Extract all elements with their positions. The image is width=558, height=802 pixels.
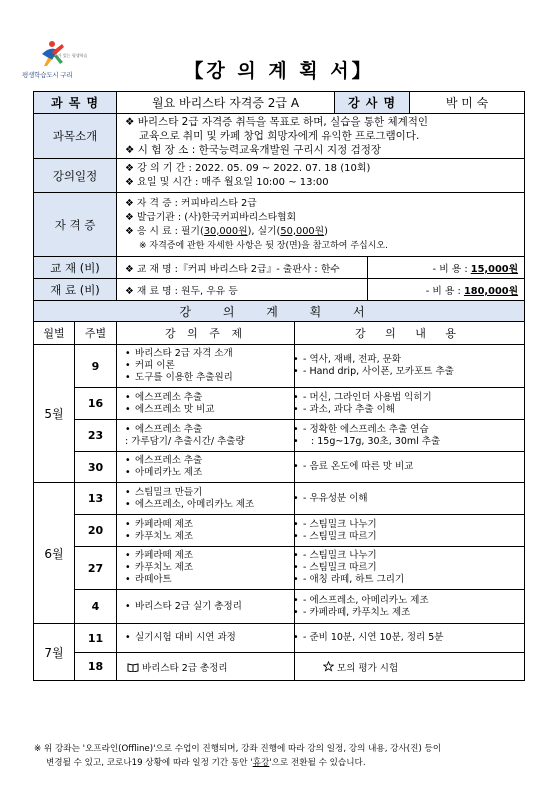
textbook-detail: ❖ 교 재 명 :『커피 바리스타 2급』- 출판사 : 한수: [117, 257, 368, 279]
cert-fee: ❖ 응 시 료 : 필기(30,000원), 실기(50,000원): [125, 225, 328, 237]
materials-label: 재 료 (비): [34, 279, 117, 301]
textbook-label: 교 재 (비): [34, 257, 117, 279]
table-row: 27 • 카페라떼 제조 • 카푸치노 제조 • 라떼아트 • - 스팀밀크 나누기 • - 스팀밀크 따르기 • - 애칭 라떼, 하트 그리기: [34, 547, 525, 590]
month-july: 7월: [34, 624, 75, 681]
week-number: 30: [75, 452, 117, 483]
intro-line-1: ❖ 바리스타 2급 자격증 취득을 목표로 하며, 실습을 통한 체계적인: [125, 116, 429, 128]
course-plan-table: [33, 91, 525, 681]
footnote-line-1: ※ 위 강좌는 '오프라인(Offline)'으로 수업이 진행되며, 강좌 진행에 따라 강의 일정, 강의 내용, 강사(진) 등이: [34, 744, 442, 754]
intro-label: 과목소개: [34, 114, 117, 159]
schedule-time: ❖ 요일 및 시간 : 매주 월요일 10:00 ~ 13:00: [125, 176, 329, 188]
written-fee: 30,000원: [203, 225, 248, 237]
month-june: 6월: [34, 483, 75, 624]
footnote: [34, 742, 524, 770]
table-row: 6월 13 • 스팀밀크 만들기 • 에스프레소, 아메리카노 제조 • - 우유성분 이해: [34, 483, 525, 515]
practical-fee: 50,000원: [280, 225, 325, 237]
textbook-cost: 15,000원: [470, 263, 519, 275]
table-row: 30 • 에스프레소 추출 • 아메리카노 제조 • - 음료 온도에 따른 맛 비교: [34, 452, 525, 483]
schedule-period: ❖ 강 의 기 간 : 2022. 05. 09 ~ 2022. 07. 18 (10회): [125, 162, 371, 174]
cert-issuer: ❖ 발급기관 : (사)한국커피바리스타협회: [125, 211, 297, 223]
instructor-name: 박 미 숙: [410, 92, 525, 114]
cert-label: 자 격 증: [34, 193, 117, 257]
week-number: 27: [75, 547, 117, 590]
logo-name: 평생학습도시 구리: [22, 71, 73, 79]
materials-cost: 180,000원: [463, 285, 519, 297]
table-row: 23 • 에스프레소 추출 : 가루담기/ 추출시간/ 추출량 • - 정확한 에스프레소 추출 연습 • : 15g~17g, 30초, 30ml 추출: [34, 420, 525, 452]
week-number: 23: [75, 420, 117, 452]
logo-small-text: 문화가 있는 평생학습: [50, 53, 88, 58]
cert-name: ❖ 자 격 증 : 커피바리스타 2급: [125, 197, 257, 209]
week-number: 18: [75, 653, 117, 681]
week-number: 11: [75, 624, 117, 653]
table-row: 18 바리스타 2급 총정리 모의 평가 시험: [34, 653, 525, 681]
schedule-label: 강의일정: [34, 159, 117, 193]
week-number: 4: [75, 590, 117, 624]
instructor-label: 강 사 명: [335, 92, 410, 114]
textbook-cost-label: - 비 용 :: [432, 263, 468, 275]
col-topic: 강 의 주 제: [117, 322, 295, 345]
col-content: 강 의 내 용: [295, 322, 525, 345]
footnote-line-2: 변경될 수 있고, 코로나19 상황에 따라 일정 기간 동안 '휴강'으로 전환될 수 있습니다.: [46, 758, 366, 768]
week-number: 9: [75, 345, 117, 388]
col-week: 주별: [75, 322, 117, 345]
intro-line-3: ❖ 시 험 장 소 : 한국능력교육개발원 구리시 지정 검정장: [125, 144, 382, 156]
intro-line-2: 교육으로 취미 및 카페 창업 희망자에게 유익한 프로그램이다.: [139, 130, 420, 142]
table-row: 16 • 에스프레소 추출 • 에스프레소 맛 비교 • - 머신, 그라인더 사용법 익히기 • - 과소, 과다 추출 이해: [34, 388, 525, 420]
materials-cost-label: - 비 용 :: [425, 285, 461, 297]
cert-note: ※ 자격증에 관한 자세한 사항은 뒷 장(면)을 참고하여 주십시오.: [139, 240, 388, 251]
star-icon: [323, 661, 334, 672]
table-row: 4 • 바리스타 2급 실기 총정리 • - 에스프레소, 아메리카노 제조 • - 카페라떼, 카푸치노 제조: [34, 590, 525, 624]
document-title: 【강 의 계 획 서】: [184, 60, 374, 82]
week-number: 16: [75, 388, 117, 420]
month-may: 5월: [34, 345, 75, 483]
week-number: 20: [75, 515, 117, 547]
table-row: 5월 9 • 바리스타 2급 자격 소개 • 커피 이론 • 도구를 이용한 추출원리 • - 역사, 재배, 전파, 문화 • - Hand drip, 사이폰, 모카포트 추출: [34, 345, 525, 388]
course-name: 월요 바리스타 자격증 2급 A: [117, 92, 335, 114]
course-name-label: 과 목 명: [34, 92, 117, 114]
col-month: 월별: [34, 322, 75, 345]
table-row: 7월 11 • 실기시험 대비 시연 과정 • - 준비 10분, 시연 10분, 정리 5분: [34, 624, 525, 653]
week-number: 13: [75, 483, 117, 515]
table-row: 20 • 카페라떼 제조 • 카푸치노 제조 • - 스팀밀크 나누기 • - 스팀밀크 따르기: [34, 515, 525, 547]
book-icon: [127, 663, 139, 672]
materials-detail: ❖ 재 료 명 : 원두, 우유 등: [117, 279, 368, 301]
plan-heading: 강 의 계 획 서: [34, 301, 525, 322]
